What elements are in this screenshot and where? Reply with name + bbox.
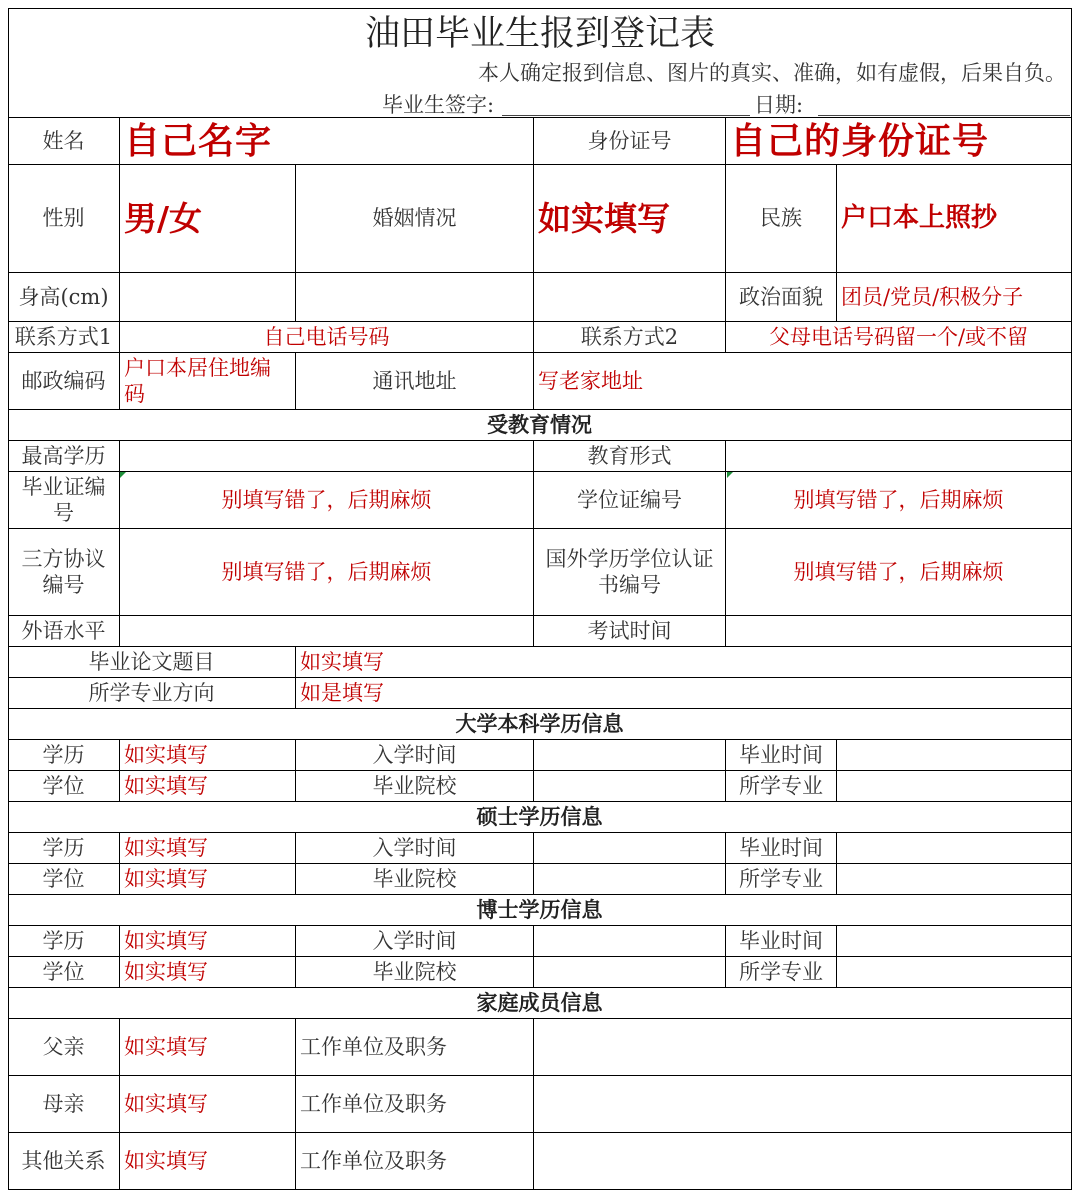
doctor-section-title: 博士学历信息 bbox=[476, 897, 603, 922]
family-section-title: 家庭成员信息 bbox=[476, 990, 603, 1015]
grid-line bbox=[8, 770, 1072, 771]
grid-line bbox=[725, 440, 726, 647]
master-degree-value[interactable]: 如实填写 bbox=[124, 866, 208, 891]
bachelor-record-value[interactable]: 如实填写 bbox=[124, 742, 208, 767]
grid-line bbox=[8, 894, 1072, 895]
political-label: 政治面貌 bbox=[739, 284, 823, 309]
gender-value[interactable]: 男/女 bbox=[124, 198, 203, 238]
grid-line bbox=[8, 615, 1072, 616]
grid-line bbox=[836, 739, 837, 802]
father-work-label: 工作单位及职务 bbox=[300, 1034, 447, 1059]
grid-line bbox=[8, 987, 1072, 988]
grid-line bbox=[725, 925, 726, 988]
grid-line bbox=[8, 164, 1072, 165]
major-direction-label: 所学专业方向 bbox=[88, 680, 215, 705]
contact1-label: 联系方式1 bbox=[14, 324, 113, 349]
doctor-major-label: 所学专业 bbox=[739, 959, 823, 984]
grid-line bbox=[8, 117, 1072, 118]
date-line[interactable] bbox=[818, 115, 1070, 116]
grid-line bbox=[295, 925, 296, 988]
master-grad-label: 毕业时间 bbox=[739, 835, 823, 860]
master-major-label: 所学专业 bbox=[739, 866, 823, 891]
grid-line bbox=[8, 677, 1072, 678]
master-enroll-value[interactable] bbox=[534, 833, 725, 863]
thesis-label: 毕业论文题目 bbox=[88, 649, 215, 674]
political-value[interactable]: 团员/党员/积极分子 bbox=[841, 284, 1024, 309]
tripartite-number-label: 三方协议编号 bbox=[21, 546, 106, 597]
ethnic-label: 民族 bbox=[760, 206, 802, 231]
grid-line bbox=[533, 739, 534, 802]
grid-line bbox=[533, 925, 534, 988]
mother-work-value[interactable] bbox=[534, 1076, 1071, 1132]
date-label: 日期: bbox=[754, 92, 804, 117]
mother-label: 母亲 bbox=[42, 1091, 85, 1116]
border-bottom bbox=[8, 1189, 1072, 1190]
name-label: 姓名 bbox=[42, 128, 85, 153]
grid-line bbox=[119, 117, 120, 410]
address-value[interactable]: 写老家地址 bbox=[538, 368, 643, 393]
doctor-enroll-value[interactable] bbox=[534, 926, 725, 956]
postcode-value[interactable]: 户口本居住地编码 bbox=[124, 356, 271, 407]
doctor-grad-label: 毕业时间 bbox=[739, 928, 823, 953]
cell-marker-icon bbox=[120, 472, 126, 478]
exam-time-value[interactable] bbox=[726, 616, 1071, 646]
contact2-label: 联系方式2 bbox=[580, 324, 679, 349]
father-label: 父亲 bbox=[42, 1034, 85, 1059]
grid-line bbox=[533, 1018, 534, 1190]
marital-value[interactable]: 如实填写 bbox=[538, 198, 670, 238]
grid-line bbox=[533, 440, 534, 647]
master-enroll-label: 入学时间 bbox=[372, 835, 457, 860]
doctor-school-label: 毕业院校 bbox=[372, 959, 457, 984]
grid-line bbox=[8, 1132, 1072, 1133]
grid-line bbox=[8, 1018, 1072, 1019]
height-extra-cell[interactable] bbox=[296, 273, 533, 321]
mother-value[interactable]: 如实填写 bbox=[124, 1091, 208, 1116]
border-left bbox=[8, 8, 9, 1190]
doctor-major-value[interactable] bbox=[837, 957, 1071, 987]
postcode-label: 邮政编码 bbox=[21, 368, 106, 393]
grid-line bbox=[295, 164, 296, 322]
doctor-degree-value[interactable]: 如实填写 bbox=[124, 959, 208, 984]
height-value[interactable] bbox=[120, 273, 295, 321]
bachelor-school-value[interactable] bbox=[534, 771, 725, 801]
bachelor-record-label: 学历 bbox=[42, 742, 85, 767]
education-form-label: 教育形式 bbox=[587, 443, 672, 468]
other-work-value[interactable] bbox=[534, 1133, 1071, 1189]
other-relation-label: 其他关系 bbox=[21, 1148, 106, 1173]
bachelor-grad-value[interactable] bbox=[837, 740, 1071, 770]
highest-education-value[interactable] bbox=[120, 441, 533, 471]
bachelor-school-label: 毕业院校 bbox=[372, 773, 457, 798]
thesis-value[interactable]: 如实填写 bbox=[300, 649, 384, 674]
form-title: 油田毕业生报到登记表 bbox=[364, 14, 715, 55]
degree-number-label: 学位证编号 bbox=[577, 487, 682, 512]
language-level-value[interactable] bbox=[120, 616, 533, 646]
mother-work-label: 工作单位及职务 bbox=[300, 1091, 447, 1116]
doctor-record-label: 学历 bbox=[42, 928, 85, 953]
grid-line bbox=[295, 739, 296, 802]
grid-line bbox=[295, 832, 296, 895]
border-right bbox=[1071, 8, 1072, 1190]
marital-label: 婚姻情况 bbox=[372, 206, 457, 231]
grid-line bbox=[119, 925, 120, 988]
master-record-label: 学历 bbox=[42, 835, 85, 860]
exam-time-label: 考试时间 bbox=[587, 618, 672, 643]
bachelor-major-value[interactable] bbox=[837, 771, 1071, 801]
border-top bbox=[8, 8, 1072, 9]
id-label: 身份证号 bbox=[587, 128, 672, 153]
foreign-cert-value[interactable]: 别填写错了，后期麻烦 bbox=[793, 559, 1004, 584]
grid-line bbox=[8, 925, 1072, 926]
grid-line bbox=[295, 646, 296, 709]
major-direction-value[interactable]: 如是填写 bbox=[300, 680, 384, 705]
master-section-title: 硕士学历信息 bbox=[476, 804, 603, 829]
grid-line bbox=[725, 739, 726, 802]
master-major-value[interactable] bbox=[837, 864, 1071, 894]
grid-line bbox=[8, 1075, 1072, 1076]
grid-line bbox=[8, 801, 1072, 802]
grid-line bbox=[8, 863, 1072, 864]
grid-line bbox=[725, 832, 726, 895]
grid-line bbox=[533, 117, 534, 410]
grid-line bbox=[8, 739, 1072, 740]
education-form-value[interactable] bbox=[726, 441, 1071, 471]
master-grad-value[interactable] bbox=[837, 833, 1071, 863]
diploma-number-label: 毕业证编号 bbox=[21, 474, 106, 525]
bachelor-section-title: 大学本科学历信息 bbox=[455, 711, 624, 736]
grid-line bbox=[836, 832, 837, 895]
doctor-record-value[interactable]: 如实填写 bbox=[124, 928, 208, 953]
tripartite-number-value[interactable]: 别填写错了，后期麻烦 bbox=[221, 559, 432, 584]
grid-line bbox=[8, 352, 1072, 353]
height-extra-cell-2[interactable] bbox=[534, 273, 725, 321]
grid-line bbox=[8, 956, 1072, 957]
name-value[interactable]: 自己名字 bbox=[124, 119, 273, 162]
foreign-cert-label: 国外学历学位认证书编号 bbox=[545, 546, 714, 597]
diploma-number-value[interactable]: 别填写错了，后期麻烦 bbox=[221, 487, 432, 512]
doctor-enroll-label: 入学时间 bbox=[372, 928, 457, 953]
ethnic-value[interactable]: 户口本上照抄 bbox=[841, 203, 998, 234]
master-school-label: 毕业院校 bbox=[372, 866, 457, 891]
language-level-label: 外语水平 bbox=[21, 618, 106, 643]
contact1-value[interactable]: 自己电话号码 bbox=[263, 324, 390, 349]
grid-line bbox=[119, 832, 120, 895]
grid-line bbox=[8, 272, 1072, 273]
doctor-school-value[interactable] bbox=[534, 957, 725, 987]
grid-line bbox=[119, 1018, 120, 1190]
grid-line bbox=[725, 117, 726, 353]
address-label: 通讯地址 bbox=[372, 368, 457, 393]
doctor-degree-label: 学位 bbox=[42, 959, 85, 984]
grid-line bbox=[8, 708, 1072, 709]
grid-line bbox=[8, 528, 1072, 529]
bachelor-enroll-label: 入学时间 bbox=[372, 742, 457, 767]
education-section-title: 受教育情况 bbox=[487, 412, 592, 437]
height-label: 身高(cm) bbox=[18, 284, 109, 309]
degree-number-value[interactable]: 别填写错了，后期麻烦 bbox=[793, 487, 1004, 512]
grid-line bbox=[295, 1018, 296, 1190]
grid-line bbox=[8, 471, 1072, 472]
signature-label: 毕业生签字: bbox=[382, 92, 495, 117]
bachelor-major-label: 所学专业 bbox=[739, 773, 823, 798]
id-value[interactable]: 自己的身份证号 bbox=[730, 119, 990, 162]
grid-line bbox=[119, 739, 120, 802]
declaration-text: 本人确定报到信息、图片的真实、准确，如有虚假，后果自负。 bbox=[478, 60, 1066, 85]
grid-line bbox=[8, 321, 1072, 322]
grid-line bbox=[8, 409, 1072, 410]
master-degree-label: 学位 bbox=[42, 866, 85, 891]
grid-line bbox=[8, 832, 1072, 833]
grid-line bbox=[8, 646, 1072, 647]
bachelor-enroll-value[interactable] bbox=[534, 740, 725, 770]
father-value[interactable]: 如实填写 bbox=[124, 1034, 208, 1059]
other-relation-value[interactable]: 如实填写 bbox=[124, 1148, 208, 1173]
grid-line bbox=[533, 832, 534, 895]
grid-line bbox=[836, 925, 837, 988]
master-school-value[interactable] bbox=[534, 864, 725, 894]
bachelor-degree-value[interactable]: 如实填写 bbox=[124, 773, 208, 798]
gender-label: 性别 bbox=[42, 206, 85, 231]
father-work-value[interactable] bbox=[534, 1019, 1071, 1075]
grid-line bbox=[836, 164, 837, 322]
highest-education-label: 最高学历 bbox=[21, 443, 106, 468]
doctor-grad-value[interactable] bbox=[837, 926, 1071, 956]
cell-marker-icon bbox=[727, 472, 733, 478]
bachelor-degree-label: 学位 bbox=[42, 773, 85, 798]
master-record-value[interactable]: 如实填写 bbox=[124, 835, 208, 860]
other-work-label: 工作单位及职务 bbox=[300, 1148, 447, 1173]
bachelor-grad-label: 毕业时间 bbox=[739, 742, 823, 767]
grid-line bbox=[295, 352, 296, 410]
grid-line bbox=[8, 440, 1072, 441]
signature-line[interactable] bbox=[502, 115, 750, 116]
contact2-value[interactable]: 父母电话号码留一个/或不留 bbox=[768, 324, 1029, 349]
